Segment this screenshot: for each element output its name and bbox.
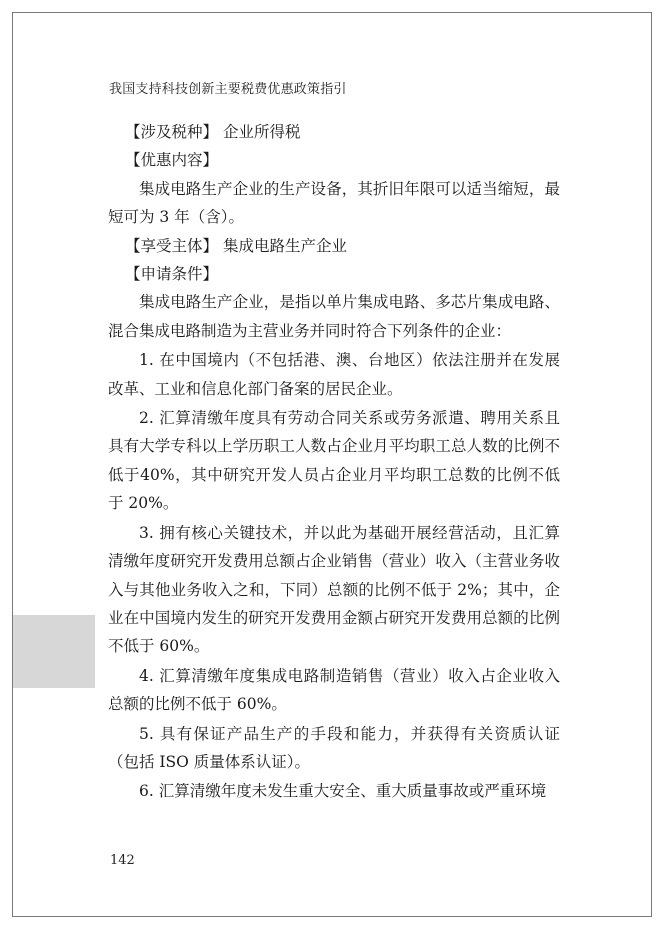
page-content: [108, 118, 560, 806]
beneficiary-line: 【享受主体】 集成电路生产企业: [125, 236, 347, 255]
conditions-intro: 集成电路生产企业，是指以单片集成电路、多芯片集成电路、混合集成电路制造为主营业务并同时符合下列条件的企业：: [108, 293, 560, 340]
side-thumb-tab: [13, 615, 95, 688]
condition-item-6: 6. 汇算清缴年度未发生重大安全、重大质量事故或严重环境: [139, 782, 547, 801]
condition-item-1: 1. 在中国境内（不包括港、澳、台地区）依法注册并在发展改革、工业和信息化部门备案的居民企业。: [108, 351, 560, 398]
condition-item-2: 2. 汇算清缴年度具有劳动合同关系或劳务派遣、聘用关系且具有大学专科以上学历职工人数占企业月平均职工总人数的比例不低于40%，其中研究开发人员占企业月平均职工总数的比例不低于 20%。: [108, 409, 560, 513]
condition-item-3: 3. 拥有核心关键技术，并以此为基础开展经营活动，且汇算清缴年度研究开发费用总额占企业销售（营业）收入（主营业务收入与其他业务收入之和，下同）总额的比例不低于 2%；其中，企业在中国境内发生的研究开发费用金额占研究开发费用总额的比例不低于 60%。: [108, 523, 560, 656]
condition-item-5: 5. 具有保证产品生产的手段和能力，并获得有关资质认证（包括 ISO 质量体系认证）。: [108, 724, 560, 771]
page-number: 142: [110, 853, 135, 868]
tax-type-line: 【涉及税种】 企业所得税: [125, 123, 301, 141]
conditions-heading: 【申请条件】: [125, 265, 219, 284]
running-header: 我国支持科技创新主要税费优惠政策指引: [109, 82, 347, 97]
benefit-paragraph: 集成电路生产企业的生产设备，其折旧年限可以适当缩短，最短可为 3 年（含）。: [108, 179, 560, 227]
condition-item-4: 4. 汇算清缴年度集成电路制造销售（营业）收入占企业收入总额的比例不低于 60%。: [108, 666, 560, 714]
benefit-heading: 【优惠内容】: [125, 151, 219, 170]
